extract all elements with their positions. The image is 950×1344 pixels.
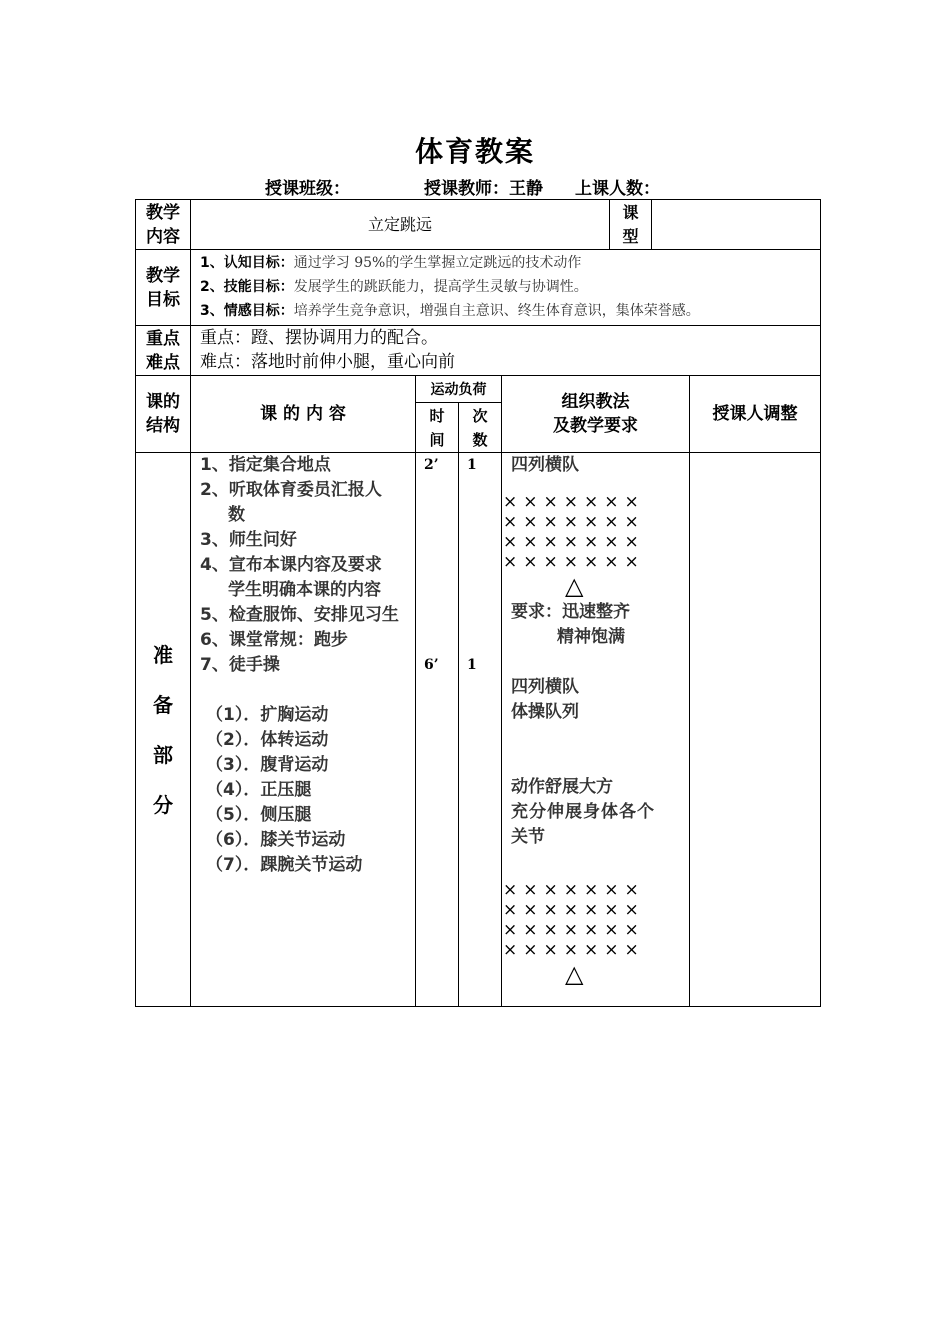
student-row: ××××××× (503, 940, 645, 960)
student-row: ××××××× (503, 920, 645, 940)
org-header (502, 376, 689, 452)
list-item: 2、听取体育委员汇报人 (200, 480, 382, 500)
formation-1: 四列横队 (511, 455, 579, 475)
key-points (200, 326, 800, 375)
load-header: 运动负荷 (430, 382, 487, 398)
formation-2-line1: 四列横队 (511, 677, 579, 697)
student-row: ××××××× (503, 880, 645, 900)
exercise-item: （7）．踝腕关节运动 (206, 855, 363, 875)
list-item: 6、课堂常规：跑步 (200, 630, 348, 650)
time-value-1: 2’ (424, 457, 439, 473)
adjust-column (690, 453, 820, 1005)
header-info (265, 174, 660, 199)
exercise-item: （6）．膝关节运动 (206, 830, 346, 850)
count-value-2: 1 (467, 657, 477, 673)
time-value-2: 6’ (424, 657, 439, 673)
exercise-item: （3）．腹背运动 (206, 755, 329, 775)
exercise-item: （2）．体转运动 (206, 730, 329, 750)
exercise-item: （5）．侧压腿 (206, 805, 312, 825)
list-item: 4、宣布本课内容及要求 (200, 555, 382, 575)
key-point: 重点：蹬、摆协调用力的配合。 (200, 328, 438, 348)
student-row: ××××××× (503, 492, 645, 512)
lesson-topic: 立定跳远 (367, 214, 432, 234)
list-item: 5、检查服饰、安排见习生 (200, 605, 399, 625)
org-method-column (503, 453, 688, 1005)
prep-section-label: 准 备 部 分 (153, 643, 173, 817)
action-line-3: 关节 (511, 827, 545, 847)
count-value-1: 1 (467, 457, 477, 473)
content-header: 课 的 内 容 (260, 404, 346, 424)
action-line-1: 动作舒展大方 (511, 777, 613, 797)
lesson-type-label: 课型 (622, 202, 639, 246)
page-title: 体育教案 (414, 135, 535, 168)
class-label: 授课班级： (265, 179, 350, 199)
count-label: 上课人数： (575, 179, 660, 199)
list-item: 1、指定集合地点 (200, 455, 331, 475)
list-item: 7、徒手操 (200, 655, 280, 675)
formation-1-grid (503, 492, 688, 572)
student-row: ××××××× (503, 900, 645, 920)
action-line-2: 充分伸展身体各个 (511, 802, 655, 822)
teacher-triangle-icon: △ (565, 960, 584, 988)
goals-list (200, 251, 815, 324)
prep-content-list (200, 453, 412, 1005)
student-row: ××××××× (503, 552, 645, 572)
student-row: ××××××× (503, 512, 645, 532)
time-header: 时间 (429, 406, 445, 449)
structure-header: 课的结构 (146, 392, 180, 436)
formation-2-grid (503, 880, 688, 960)
difficult-point: 难点：落地时前伸小腿，重心向前 (200, 352, 455, 372)
org-header-line2: 及教学要求 (553, 416, 638, 436)
requirement-line-2: 精神饱满 (557, 627, 625, 647)
lesson-type-value (652, 200, 820, 249)
org-header-line1: 组织教法 (561, 392, 630, 412)
list-item: 学生明确本课的内容 (228, 580, 381, 600)
student-row: ××××××× (503, 532, 645, 552)
list-item: 数 (228, 505, 245, 525)
formation-2-line2: 体操队列 (511, 702, 579, 722)
teacher-label: 授课教师：王静 (424, 179, 543, 199)
requirement-line-1: 要求：迅速整齐 (511, 602, 630, 622)
teacher-triangle-icon: △ (565, 572, 584, 600)
adjust-header: 授课人调整 (712, 404, 798, 424)
key-points-label: 重点难点 (146, 328, 180, 373)
goal-cognitive: 1、认知目标：通过学习 95%的学生掌握立定跳远的技术动作 (200, 255, 582, 271)
content-label: 教学内容 (146, 202, 180, 247)
goal-skill: 2、技能目标：发展学生的跳跃能力，提高学生灵敏与协调性。 (200, 279, 588, 295)
goals-label: 教学目标 (146, 265, 180, 310)
exercise-item: （1）．扩胸运动 (206, 705, 329, 725)
times-header: 次数 (472, 406, 488, 449)
goal-affective: 3、情感目标：培养学生竞争意识，增强自主意识、终生体育意识，集体荣誉感。 (200, 303, 700, 319)
list-item: 3、师生问好 (200, 530, 297, 550)
exercise-item: （4）．正压腿 (206, 780, 312, 800)
